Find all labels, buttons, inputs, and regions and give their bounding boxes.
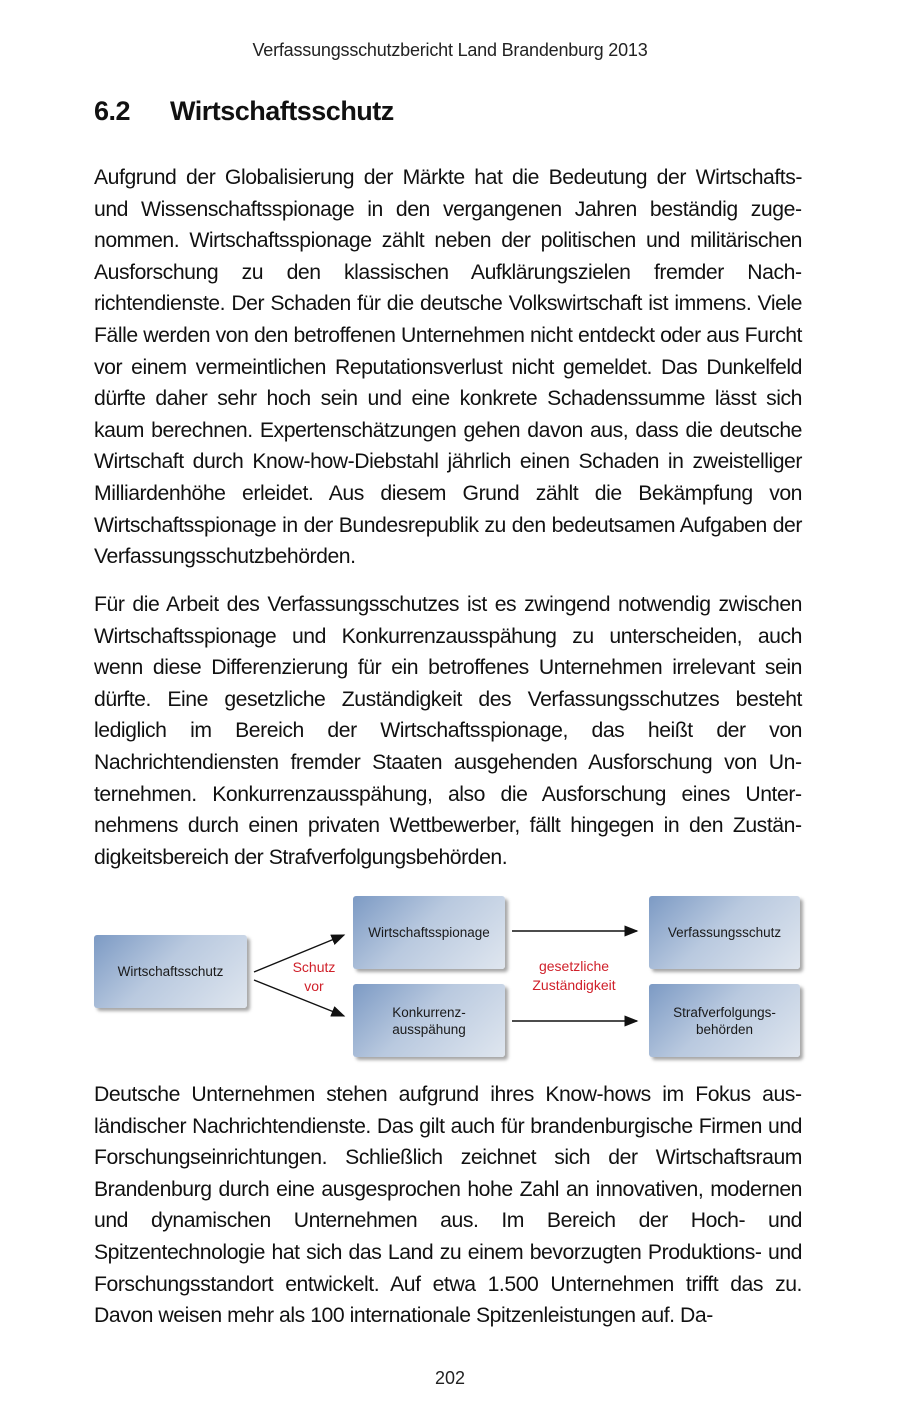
label-schutz-vor <box>284 958 344 996</box>
paragraph-3: Deutsche Unternehmen stehen aufgrund ihres Know-hows im Fokus ausländischer Nachrichtendienste. Das gilt auch für brandenburgische Firmen und Forschungseinrichtungen. Schließlich zeichnet sich der Wirtschaftsraum Brandenburg durch eine ausgesprochen hohe Zahl an innovativen, modernen und dynamischen Unternehmen aus. Im Bereich der Hoch- und Spitzentechnologie hat sich das Land zu einem bevorzugten Produktions- und Forschungsstandort entwickelt. Auf etwa 1.500 Unternehmen trifft das zu. Davon weisen mehr als 100 internationale Spitzenleistungen auf. Da- <box>94 1083 802 1328</box>
label-zust-line2: Zuständigkeit <box>532 977 616 993</box>
label-zust-line1: gesetzliche <box>538 958 610 974</box>
box-konkurrenz-line2: ausspähung <box>392 1021 466 1037</box>
section-title: Wirtschaftsschutz <box>170 96 394 126</box>
box-strafverfolgung-line2: behörden <box>695 1021 754 1037</box>
box-wirtschaftsschutz <box>94 935 247 1008</box>
label-gesetzliche-zustaendigkeit <box>519 957 629 995</box>
box-konkurrenz-line1: Konkurrenz- <box>392 1004 466 1020</box>
label-schutz-line1: Schutz <box>292 959 336 975</box>
section-heading <box>94 96 394 127</box>
box-wirtschaftsspionage-line1: Wirtschaftsspionage <box>368 925 490 940</box>
box-strafverfolgungsbehoerden <box>649 984 800 1057</box>
box-verfassungsschutz <box>649 896 800 969</box>
box-strafverfolgung-line1: Strafverfolgungs- <box>673 1004 776 1020</box>
page-number: 202 <box>434 1368 466 1388</box>
label-schutz-line2: vor <box>304 978 324 994</box>
responsibility-diagram <box>94 893 804 1060</box>
box-wirtschaftsschutz-label: Wirtschaftsschutz <box>117 964 224 979</box>
box-konkurrenzausspaehung <box>353 984 505 1057</box>
section-number: 6.2 <box>94 96 131 126</box>
box-wirtschaftsspionage <box>353 896 505 969</box>
paragraph-2: Für die Arbeit des Verfassungsschutzes ist es zwingend notwendig zwischen Wirtschaftsspionage und Konkurrenzausspähung zu unterscheiden, auch wenn diese Differenzierung für ein betroffenes Unternehmen irrelevant sein dürfte. Eine gesetzliche Zuständigkeit des Verfassungsschutzes besteht lediglich im Bereich der Wirtschaftsspionage, das heißt der von Nachrichtendiensten fremder Staaten ausgehenden Ausforschung von Unternehmen. Konkurrenzausspähung, also die Ausforschung eines Unternehmens durch einen privaten Wettbewerber, fällt hingegen in den Zuständigkeitsbereich der Strafverfolgungsbehörden. <box>94 593 802 869</box>
paragraph-1: Aufgrund der Globalisierung der Märkte hat die Bedeutung der Wirtschafts- und Wissenschaftsspionage in den vergangenen Jahren beständig zugenommen. Wirtschaftsspionage zählt neben der politischen und militärischen Ausforschung zu den klassischen Aufklärungszielen fremder Nachrichtendienste. Der Schaden für die deutsche Volkswirtschaft ist immens. Viele Fälle werden von den betroffenen Unternehmen nicht entdeckt oder aus Furcht vor einem vermeintlichen Reputationsverlust nicht gemeldet. Das Dunkelfeld dürfte daher sehr hoch sein und eine konkrete Schadenssumme lässt sich kaum berechnen. Expertenschätzungen gehen davon aus, dass die deutsche Wirtschaft durch Know-how-Diebstahl jährlich einen Schaden in zweistelliger Milliardenhöhe erleidet. Aus diesem Grund zählt die Bekämpfung von Wirtschaftsspionage in der Bundesrepublik zu den bedeutsamen Aufgaben der Verfassungsschutzbehörden. <box>94 166 802 569</box>
running-head: Verfassungsschutzbericht Land Brandenburg 2013 <box>252 40 648 60</box>
box-verfassungsschutz-line1: Verfassungsschutz <box>667 925 782 940</box>
